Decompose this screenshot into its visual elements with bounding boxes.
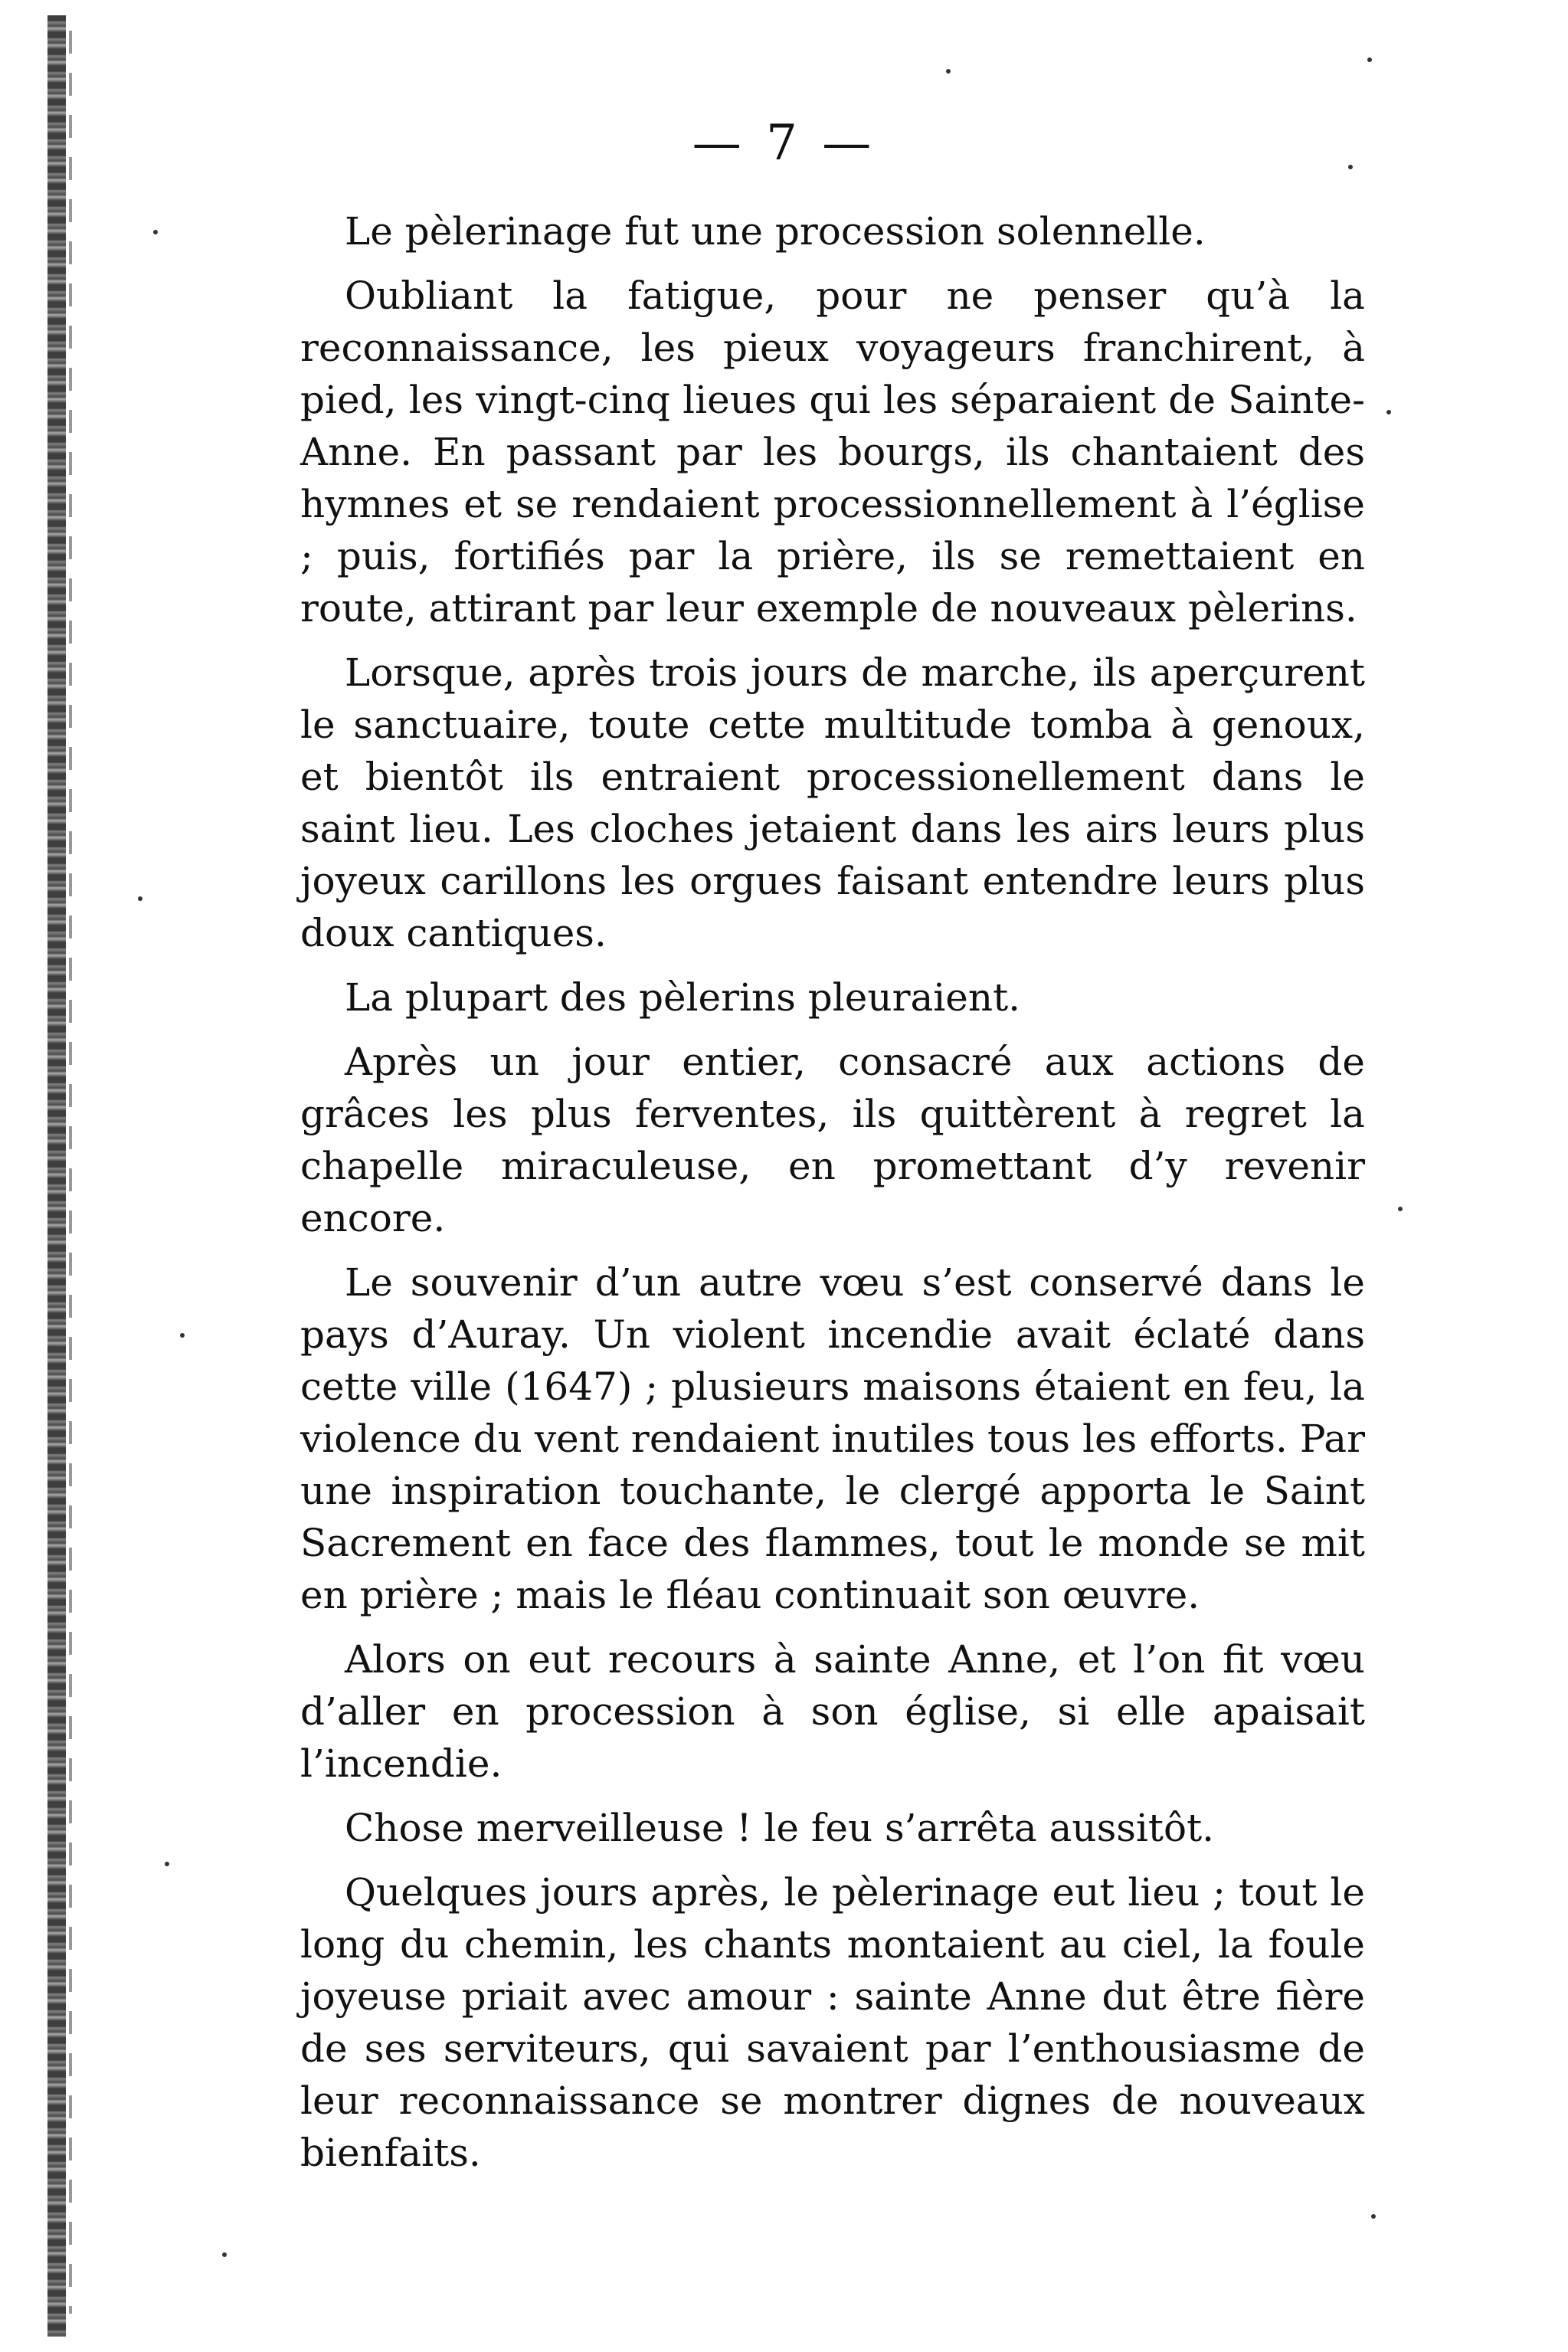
scan-speck: [1371, 2214, 1376, 2219]
scan-speck: [165, 1862, 169, 1866]
paragraph: Lorsque, après trois jours de marche, ils aperçurent le sanctuaire, toute cette multitude tomba à genoux, et bientôt ils entraient processionellement dans le saint lieu. Les cloches jetaient dans les airs leurs plus joyeux carillons les orgues faisant entendre leurs plus doux cantiques.: [300, 650, 1365, 955]
paragraph: Oubliant la fatigue, pour ne penser qu’à la reconnaissance, les pieux voyageurs franchirent, à pied, les vingt-cinq lieues qui les séparaient de Sainte-Anne. En passant par les bourgs, ils chantaient des hymnes et se rendaient processionnellement à l’église ; puis, fortifiés par la prière, ils se remettaient en route, attirant par leur exemple de nouveaux pèlerins.: [300, 274, 1365, 631]
scan-speck: [222, 2252, 227, 2257]
scan-speck: [138, 896, 142, 901]
scan-speck: [1386, 410, 1391, 414]
paragraph: Chose merveilleuse ! le feu s’arrêta aussitôt.: [345, 1806, 1215, 1850]
page-number: — 7 —: [692, 115, 876, 172]
binding-edge: [47, 15, 66, 2337]
paragraph: Après un jour entier, consacré aux actions de grâces les plus ferventes, ils quittèrent à regret la chapelle miraculeuse, en promettant d’y revenir encore.: [300, 1040, 1365, 1240]
scan-speck: [153, 230, 158, 234]
paragraph: La plupart des pèlerins pleuraient.: [345, 975, 1021, 1020]
paragraph: Quelques jours après, le pèlerinage eut lieu ; tout le long du chemin, les chants montaient au ciel, la foule joyeuse priait avec amour : sainte Anne dut être fière de ses serviteurs, qui savaient par l’enthousiasme de leur reconnaissance se montrer dignes de nouveaux bienfaits.: [300, 1870, 1365, 2175]
paragraph: Alors on eut recours à sainte Anne, et l’on fit vœu d’aller en procession à son église, si elle apaisait l’incendie.: [300, 1637, 1365, 1786]
scan-speck: [180, 1333, 185, 1338]
scan-speck: [946, 69, 951, 74]
scan-speck: [1367, 57, 1372, 62]
paragraph: Le souvenir d’un autre vœu s’est conservé dans le pays d’Auray. Un violent incendie avait éclaté dans cette ville (1647) ; plusieurs maisons étaient en feu, la violence du vent rendaient inutiles tous les efforts. Par une inspiration touchante, le clergé apporta le Saint Sacrement en face des flammes, tout le monde se mit en prière ; mais le fléau continuait son œuvre.: [300, 1260, 1365, 1617]
binding-edge-shadow: [69, 31, 72, 2314]
body-text: [300, 205, 1365, 2191]
scan-speck: [1398, 1207, 1403, 1211]
paragraph: Le pèlerinage fut une procession solennelle.: [345, 209, 1206, 254]
scan-speck: [1348, 165, 1353, 169]
